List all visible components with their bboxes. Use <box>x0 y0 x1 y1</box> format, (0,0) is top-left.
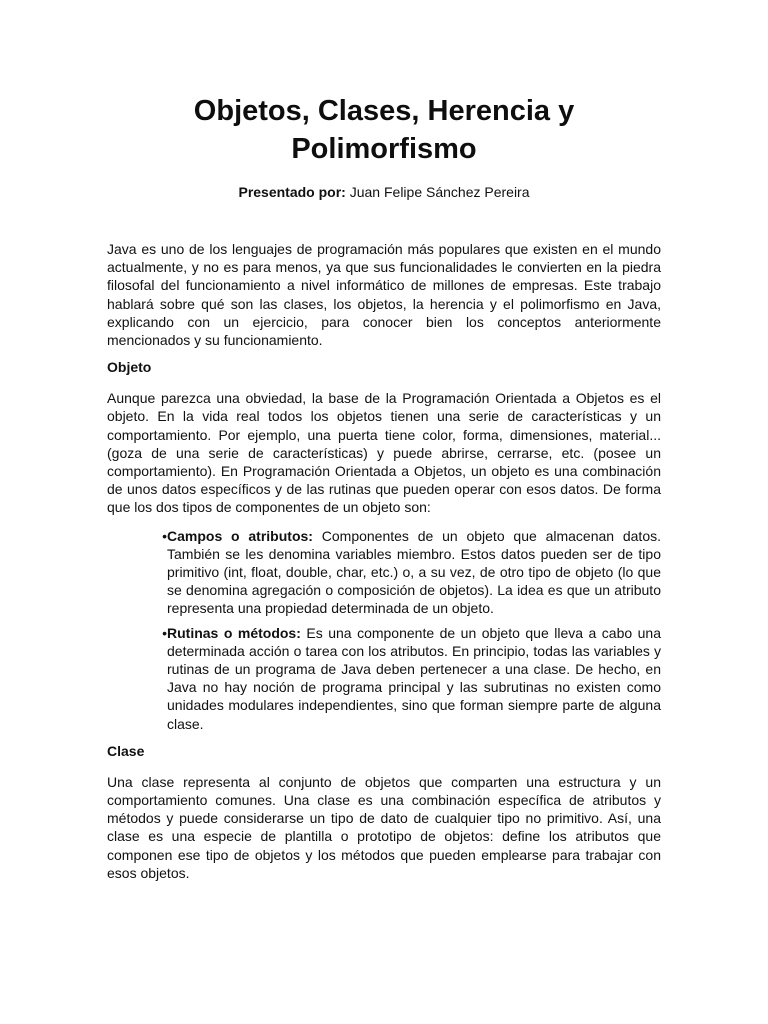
list-item <box>162 527 662 618</box>
bullet-icon: • <box>162 624 167 641</box>
intro-paragraph: Java es uno de los lenguajes de programación más populares que existen en el mundo actualmente, y no es para menos, ya que sus funcionalidades le convierten en la piedra filosofal del funcionamiento a nivel informático de millones de empresas. Este trabajo hablará sobre qué son las clases, los objetos, la herencia y el polimorfismo en Java, explicando con un ejercicio, para conocer bien los conceptos anteriormente mencionados y su funcionamiento. <box>107 241 661 349</box>
byline-author: Juan Felipe Sánchez Pereira <box>349 184 530 200</box>
section-heading-clase: Clase <box>107 742 145 759</box>
section-heading-objeto: Objeto <box>107 359 152 376</box>
list-item-text: Componentes de un objeto que almacenan datos. También se les denomina variables miembro. Estos datos pueden ser de tipo primitivo (int, float, double, char, etc.) o, a su vez, de otro tipo de objeto (lo que se denomina agregación o composición de objetos). La idea es que un atributo representa una propiedad determinada de un objeto. <box>167 527 662 617</box>
document-title: Objetos, Clases, Herencia y Polimorfismo <box>193 95 575 165</box>
section-paragraph-objeto: Aunque parezca una obviedad, la base de la Programación Orientada a Objetos es el objeto. En la vida real todos los objetos tienen una serie de características y un comportamiento. Por ejemplo, una puerta tiene color, forma, dimensiones, material... (goza de una serie de características) y puede abrirse, cerrarse, etc. (posee un comportamiento). En Programación Orientada a Objetos, un objeto es una combinación de unos datos específicos y de las rutinas que pueden operar con esos datos. De forma que los dos tipos de componentes de un objeto son: <box>107 390 661 516</box>
byline-label: Presentado por: <box>238 184 346 200</box>
list-item-term: Rutinas o métodos: <box>167 624 301 641</box>
list-item-term: Campos o atributos: <box>167 527 313 544</box>
list-item <box>162 624 662 733</box>
byline <box>107 182 661 202</box>
list-item-text: Es una componente de un objeto que lleva a cabo una determinada acción o tarea con los atributos. En principio, todas las variables y rutinas de un programa de Java deben pertenecer a una clase. De hecho, en Java no hay noción de programa principal y las subrutinas no existen como unidades modulares independientes, sino que forman siempre parte de alguna clase. <box>167 624 662 732</box>
section-paragraph-clase: Una clase representa al conjunto de objetos que comparten una estructura y un comportamiento comunes. Una clase es una combinación específica de atributos y métodos y puede considerarse un tipo de dato de cualquier tipo no primitivo. Así, una clase es una especie de plantilla o prototipo de objetos: define los atributos que componen ese tipo de objetos y los métodos que pueden emplearse para trabajar con esos objetos. <box>107 773 661 881</box>
bullet-icon: • <box>162 527 167 544</box>
bullet-list <box>107 527 661 733</box>
